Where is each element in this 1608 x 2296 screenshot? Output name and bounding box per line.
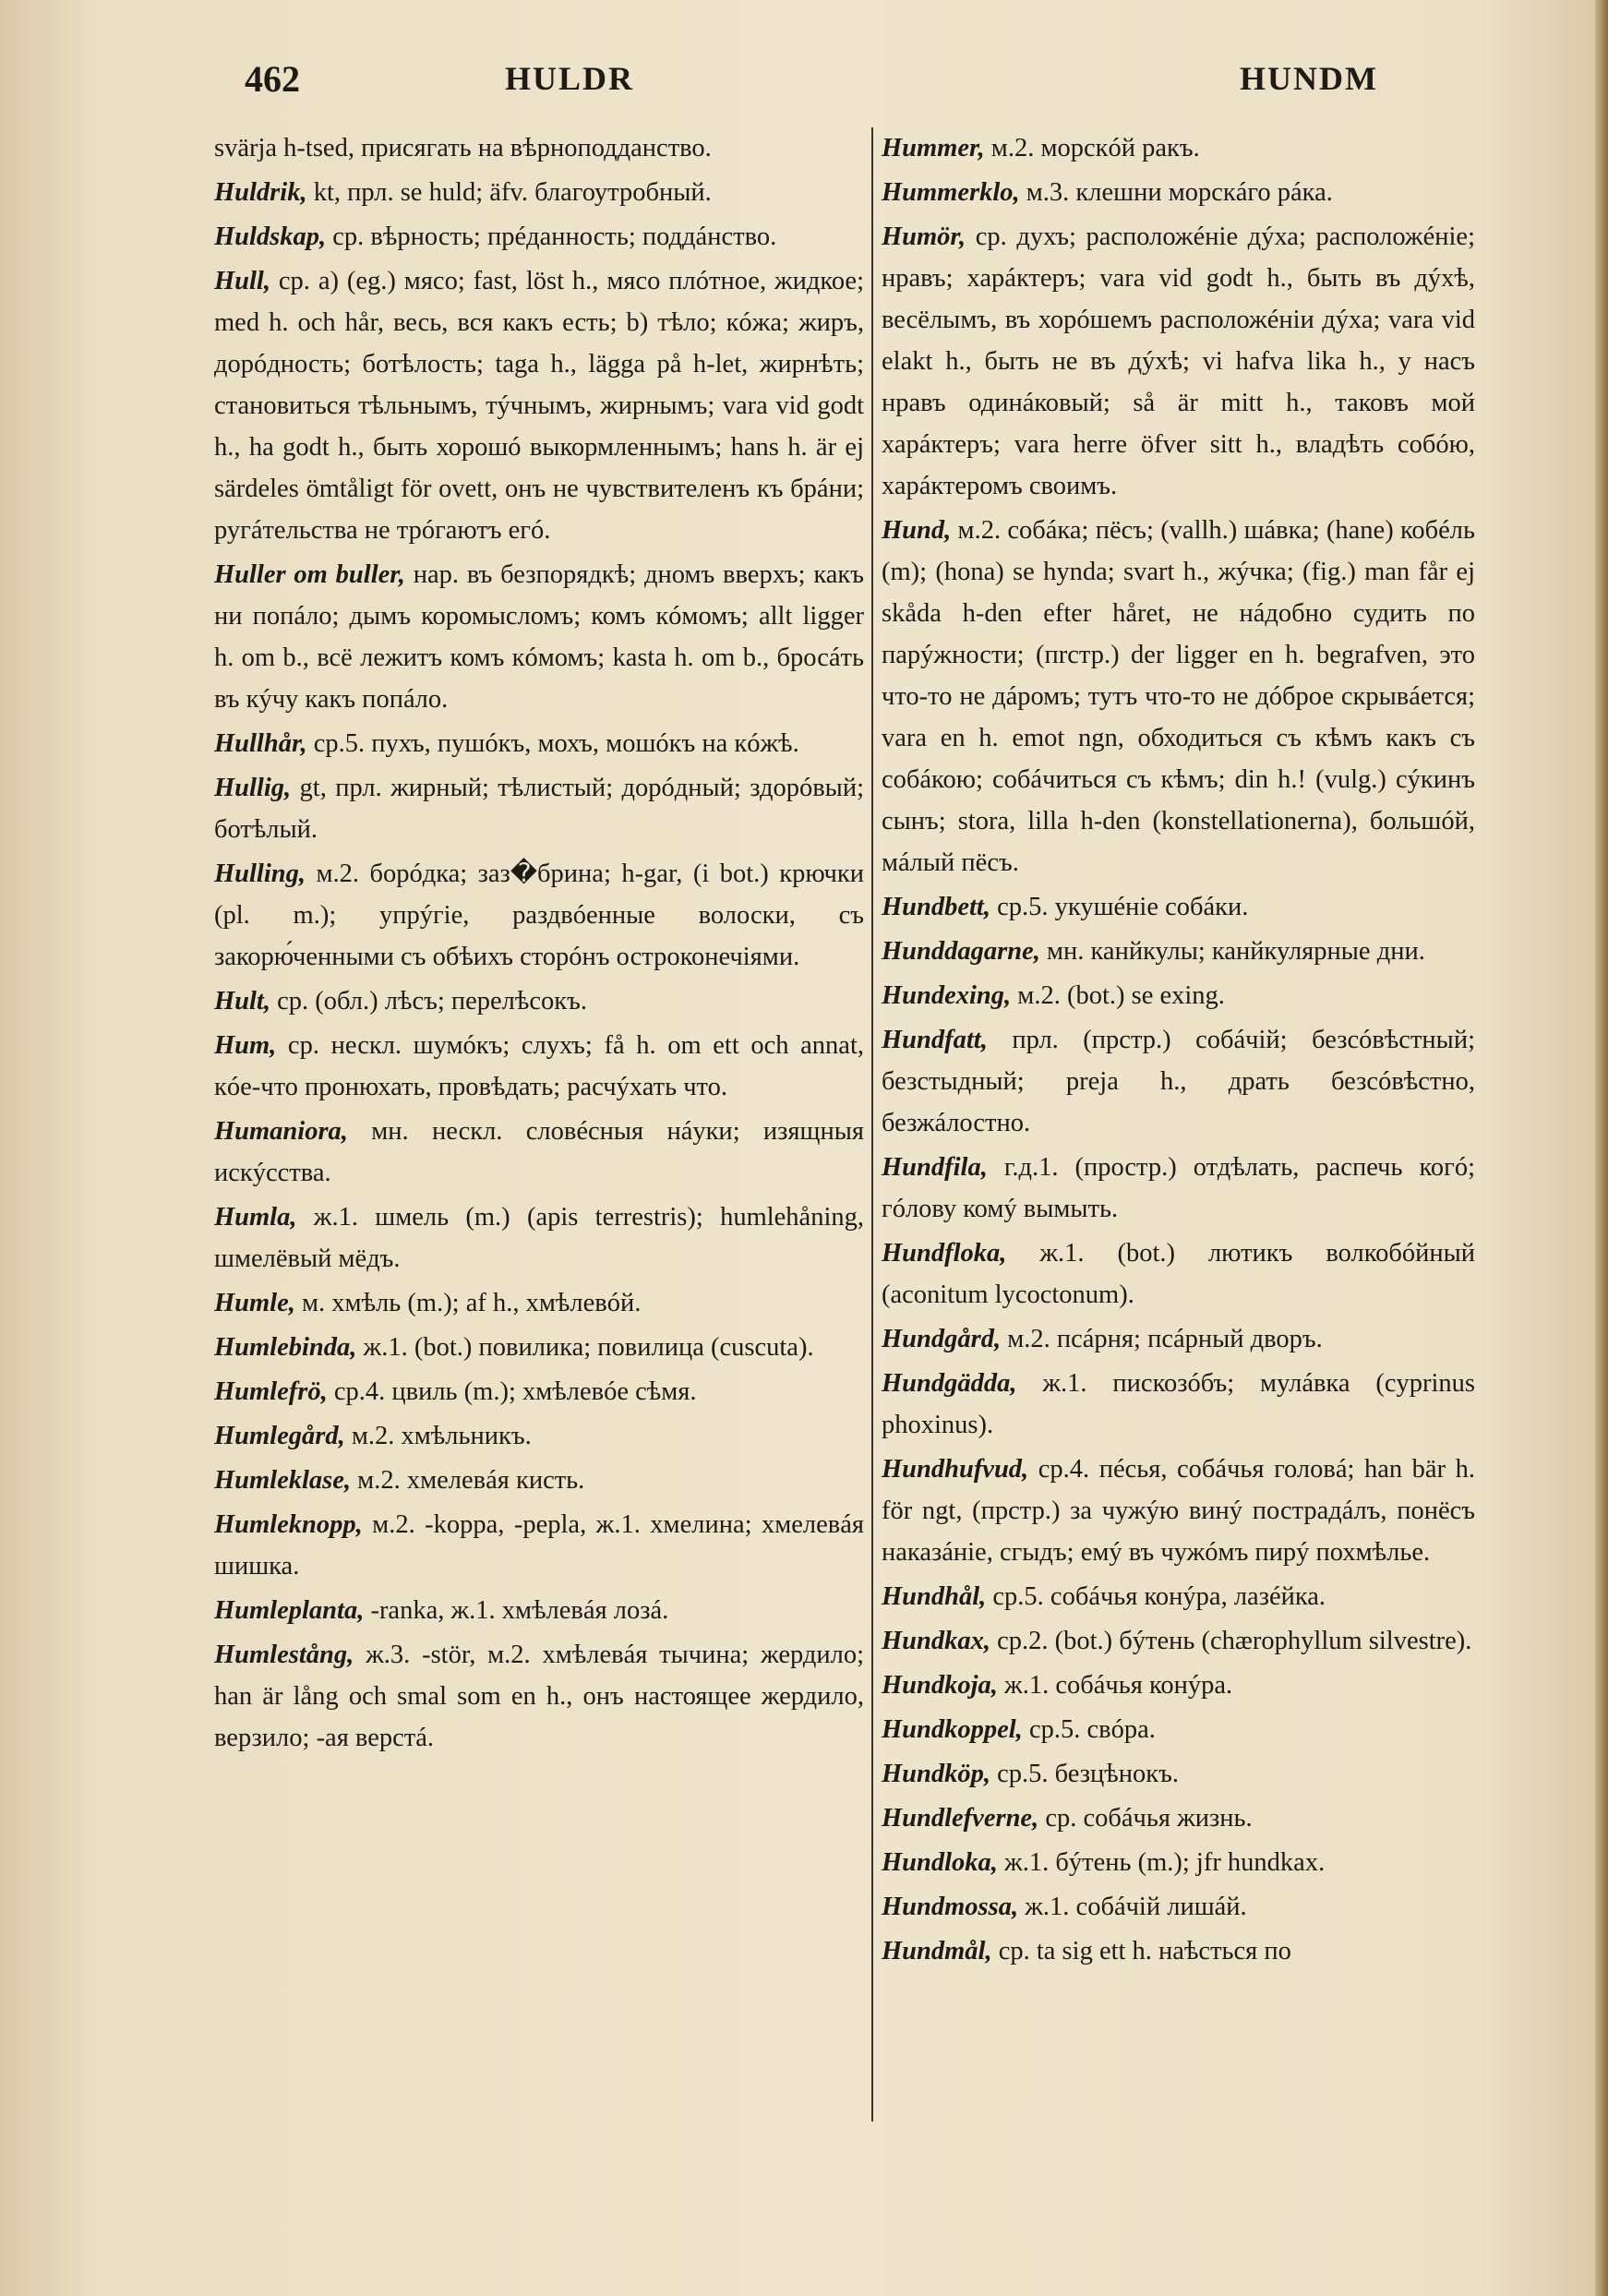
entry-definition: svärja h-tsed, присягать на вѣрноподданство. [214, 134, 712, 162]
entry-definition: нар. въ безпорядкѣ; дномъ вверхъ; какъ ни попáло; дымъ коромысломъ; комъ кóмомъ; allt ligger h. om b., всё лежитъ комъ кóмомъ; kasta h. om b., бросáть въ кýчу какъ попáло. [214, 560, 865, 714]
entry-definition: м.2. хмѣльникъ. [344, 1422, 532, 1450]
entry-definition: ж.1. (bot.) повилика; повилица (cuscuta). [356, 1333, 814, 1362]
right-guide-word: HUNDM [1240, 60, 1378, 97]
entry-definition: -ranka, ж.1. хмѣлевáя лозá. [364, 1596, 669, 1625]
entry-headword: Humla, [214, 1203, 297, 1232]
entry-definition: мн. нескл. словéсныя нáуки; изящныя искýсства. [214, 1117, 864, 1187]
entry-headword: Hundmål, [882, 1937, 992, 1965]
dictionary-entry [214, 723, 864, 764]
entry-definition: ср. собáчья жизнь. [1038, 1804, 1253, 1833]
dictionary-entry [882, 127, 1475, 169]
entry-definition: м.2. собáка; пёсъ; (vallh.) шáвка; (hane) кобéль (m); (hona) se hynda; svart h., жýчка; (fig.) man får ej skåda h-den efter håret, не нáдобно судить по парýжности; (пrстр.) der ligger en h. begrafven, это что-то не дáромъ; тутъ что-то не дóброе скрывáется; vara en h. emot ngn, обходиться съ кѣмъ какъ съ собáкою; собáчиться съ кѣмъ; din h.! (vulg.) сýкинъ сынъ; stora, lilla h-den (konstellationerna), большóй, мáлый пёсъ. [882, 516, 1475, 877]
dictionary-entry [214, 1371, 864, 1412]
entry-headword: Hundgädda, [882, 1369, 1017, 1398]
dictionary-entry [882, 172, 1475, 213]
entry-headword: Humle, [214, 1289, 295, 1317]
dictionary-entry [214, 1327, 864, 1368]
entry-headword: Humleplanta, [214, 1596, 365, 1625]
entry-definition: м.2. -koppa, -pepla, ж.1. хмелина; хмелевáя шишка. [214, 1510, 864, 1581]
entry-headword: Hunddagarne, [882, 937, 1040, 966]
entry-headword: Humleknopp, [214, 1510, 363, 1539]
entry-definition: ср. a) (eg.) мясо; fast, löst h., мясо плóтное, жидкое; med h. och hår, весь, вся какъ есть; b) тѣло; кóжа; жиръ, дорóдность; ботѣлость; taga h., lägga på h-let, жирнѣть; становиться тѣльнымъ, тýчнымъ, жирнымъ; vara vid godt h., ha godt h., быть хорошó выкормленнымъ; hans h. är ej särdeles ömtåligt för ovett, онъ не чувствителенъ къ брáни; ругáтельства не трóгаютъ егó. [214, 267, 864, 545]
dictionary-entry [214, 767, 864, 850]
dictionary-entry [882, 1147, 1475, 1230]
entry-headword: Hundhål, [882, 1582, 987, 1611]
entry-headword: Hundkoppel, [882, 1715, 1023, 1744]
entry-definition: gt, прл. жирный; тѣлистый; дорóдный; здорóвый; ботѣлый. [214, 774, 864, 844]
entry-headword: Hummerklo, [882, 178, 1020, 207]
entry-definition: ср. (обл.) лѣсъ; перелѣсокъ. [270, 987, 587, 1016]
entry-definition: ср.2. (bot.) бýтень (chærophyllum silvestre). [990, 1627, 1472, 1655]
dictionary-entry [882, 931, 1475, 972]
dictionary-entry [214, 1504, 864, 1587]
entry-definition: ж.1. (bot.) лютикъ волкобóйный (aconitum lycoctonum). [882, 1239, 1475, 1309]
entry-definition: м.3. клешни морскáго рáка. [1019, 178, 1333, 207]
dictionary-entry [882, 1709, 1475, 1750]
entry-definition: ср. духъ; расположéніе дýха; расположéніе; нравъ; харáктеръ; vara vid godt h., быть въ дýхѣ, весёлымъ, въ хорóшемъ расположéніи дýха; vara vid elakt h., быть не въ дýхѣ; vi hafva lika h., у насъ нравъ одинáковый; så är mitt h., таковъ мой харáктеръ; vara herre öfver sitt h., владѣть собóю, харáктеромъ своимъ. [882, 222, 1475, 500]
dictionary-entry [214, 172, 864, 213]
dictionary-entry [882, 1449, 1475, 1573]
entry-headword: Hundhufvud, [882, 1455, 1029, 1484]
entry-definition: ср.4. цвиль (m.); хмѣлевóе сѣмя. [327, 1377, 697, 1406]
entry-definition: ср.5. собáчья конýра, лазéйка. [986, 1582, 1326, 1611]
entry-headword: Hund, [882, 516, 952, 545]
entry-definition: ср.5. пухъ, пушóкъ, мохъ, мошóкъ на кóжѣ. [306, 729, 799, 758]
dictionary-entry [882, 1576, 1475, 1617]
right-column [882, 127, 1475, 1975]
entry-headword: Huldskap, [214, 222, 327, 251]
entry-headword: Hundfila, [882, 1153, 988, 1182]
dictionary-entry [214, 1111, 864, 1194]
entry-headword: Hum, [214, 1031, 277, 1060]
page-number: 462 [245, 58, 300, 100]
entry-headword: Hundkoja, [882, 1671, 998, 1700]
entry-definition: ж.1. шмель (m.) (apis terrestris); humlehåning, шмелёвый мёдъ. [214, 1203, 864, 1273]
entry-headword: Hundköp, [882, 1760, 990, 1788]
entry-definition: ср. нескл. шумóкъ; слухъ; få h. om ett och annat, кóе-что пронюхать, провѣдать; расчýхать что. [214, 1031, 864, 1101]
dictionary-entry [882, 1753, 1475, 1795]
entry-definition: ср.5. безцѣнокъ. [990, 1760, 1179, 1788]
entry-definition: м.2. морскóй ракъ. [984, 134, 1200, 162]
entry-definition: ср.5. свóра. [1022, 1715, 1156, 1744]
dictionary-entry [214, 1196, 864, 1280]
entry-headword: Hummer, [882, 134, 985, 162]
entry-definition: м.2. борóдка; заз�брина; h-gar, (i bot.) крючки (pl. m.); упрýгіе, раздвóенные волоски, съ закорю́ченными съ обѣихъ сторóнъ остроконечіями. [214, 859, 864, 971]
entry-headword: Hundkax, [882, 1627, 990, 1655]
entry-headword: Humlebinda, [214, 1333, 357, 1362]
entry-definition: ср. ta sig ett h. наѣсться по [991, 1937, 1291, 1965]
entry-headword: Hundlefverne, [882, 1804, 1039, 1833]
entry-definition: ср. вѣрность; прéданность; поддáнство. [326, 222, 777, 251]
dictionary-entry [214, 127, 864, 169]
entry-headword: Hundbett, [882, 893, 990, 921]
entry-headword: Humleklase, [214, 1466, 352, 1495]
entry-headword: Hundloka, [882, 1848, 998, 1877]
entry-headword: Humlefrö, [214, 1377, 328, 1406]
entry-definition: ж.1. пискозóбъ; мулáвка (cyprinus phoxinus). [882, 1369, 1475, 1439]
entry-definition: ж.1. собáчья конýра. [997, 1671, 1233, 1700]
entry-definition: м.2. псáрня; псáрный дворъ. [1001, 1325, 1323, 1353]
dictionary-entry [214, 216, 864, 258]
entry-definition: м.2. (bot.) se exing. [1011, 981, 1225, 1010]
entry-headword: Humör, [882, 222, 966, 251]
dictionary-entry [882, 1797, 1475, 1839]
dictionary-entry [214, 1634, 864, 1759]
dictionary-entry [882, 1232, 1475, 1316]
dictionary-entry [882, 1665, 1475, 1706]
entry-headword: Hundexing, [882, 981, 1012, 1010]
entry-definition: ж.1. бýтень (m.); jfr hundkax. [997, 1848, 1326, 1877]
dictionary-entry [214, 853, 864, 978]
page-edge [1595, 0, 1608, 2296]
dictionary-entry [214, 1590, 864, 1631]
entry-headword: Hullhår, [214, 729, 307, 758]
entry-headword: Hullig, [214, 774, 292, 802]
dictionary-entry [882, 1620, 1475, 1662]
entry-headword: Hundfloka, [882, 1239, 1007, 1268]
entry-definition: м. хмѣль (m.); af h., хмѣлевóй. [294, 1289, 642, 1317]
entry-headword: Hundmossa, [882, 1893, 1019, 1921]
entry-definition: kt, прл. se huld; äfv. благоутробный. [306, 178, 712, 207]
dictionary-entry [882, 1363, 1475, 1446]
dictionary-entry [882, 216, 1475, 507]
left-guide-word: HULDR [505, 60, 635, 97]
column-divider [871, 127, 873, 2122]
entry-headword: Humaniora, [214, 1117, 348, 1146]
entry-definition: г.д.1. (простр.) отдѣлать, распечь когó; гóлову комý вымыть. [882, 1153, 1475, 1223]
entry-headword: Hundfatt, [882, 1026, 988, 1054]
entry-headword: Hulling, [214, 859, 306, 888]
dictionary-entry [214, 1025, 864, 1108]
dictionary-entry [214, 554, 864, 720]
dictionary-entry [882, 1019, 1475, 1144]
entry-headword: Huldrik, [214, 178, 307, 207]
entry-definition: м.2. хмелевáя кисть. [351, 1466, 585, 1495]
dictionary-entry [882, 510, 1475, 884]
dictionary-entry [214, 1282, 864, 1324]
left-column [214, 127, 864, 1761]
entry-headword: Humlegård, [214, 1422, 345, 1450]
entry-headword: Humlestång, [214, 1641, 354, 1669]
entry-headword: Huller om buller, [214, 560, 405, 589]
dictionary-entry [882, 886, 1475, 928]
dictionary-entry [882, 1930, 1475, 1972]
entry-headword: Hull, [214, 267, 270, 295]
dictionary-entry [214, 260, 864, 551]
entry-definition: ср.5. укушéніе собáки. [990, 893, 1249, 921]
dictionary-entry [882, 975, 1475, 1016]
dictionary-entry [882, 1318, 1475, 1360]
running-header [245, 57, 1472, 113]
entry-definition: прл. (прстр.) собáчій; безсóвѣстный; безстыдный; preja h., драть безсóвѣстно, безжáлостно. [882, 1026, 1475, 1137]
dictionary-entry [882, 1886, 1475, 1928]
entry-definition: ж.3. -stör, м.2. хмѣлевáя тычина; жердило; han är lång och smal som en h., онъ настоящее жердило, верзило; -ая верстá. [214, 1641, 864, 1752]
entry-headword: Hult, [214, 987, 270, 1016]
dictionary-entry [214, 1415, 864, 1457]
entry-definition: мн. канйкулы; канйкулярные дни. [1039, 937, 1425, 966]
dictionary-entry [214, 980, 864, 1022]
dictionary-entry [882, 1842, 1475, 1883]
dictionary-entry [214, 1460, 864, 1501]
entry-definition: ср.4. пéсья, собáчья головá; han bär h. för ngt, (прстр.) за чужýю винý пострадáлъ, понёсъ наказáніе, сгыдъ; емý въ чужóмъ пирý похмѣлье. [882, 1455, 1475, 1567]
entry-headword: Hundgård, [882, 1325, 1002, 1353]
entry-definition: ж.1. собáчій лишáй. [1018, 1893, 1247, 1921]
